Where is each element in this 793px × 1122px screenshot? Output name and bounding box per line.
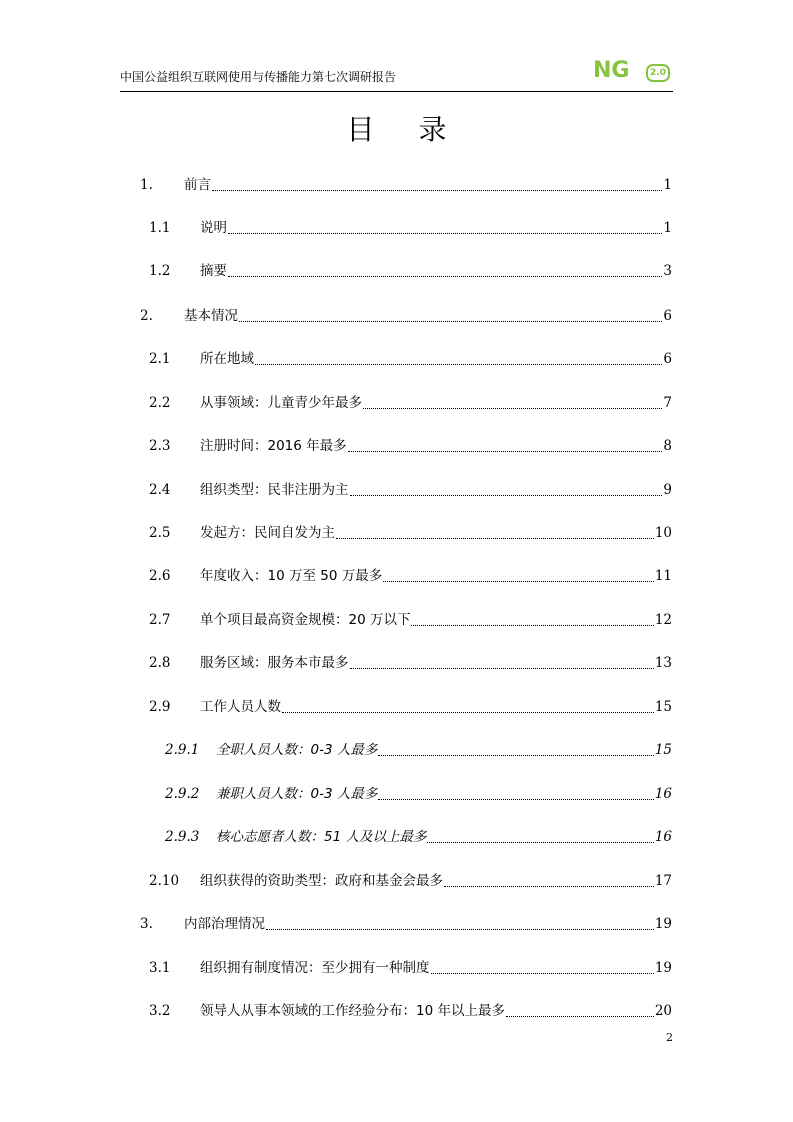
toc-entry-number: 1.1 (149, 220, 171, 236)
toc-entry-page: 3 (663, 263, 672, 279)
toc-entry[interactable] (0, 436, 793, 456)
toc-entry-number: 2.9.2 (165, 786, 200, 802)
toc-entry-number: 1. (140, 177, 153, 193)
toc-dot-leader (348, 451, 663, 452)
toc-entry-title: 领导人从事本领域的工作经验分布：10 年以上最多 (200, 1003, 505, 1019)
toc-entry[interactable] (0, 697, 793, 717)
toc-dot-leader (350, 668, 654, 669)
toc-entry-page: 8 (663, 438, 672, 454)
toc-dot-leader (383, 581, 654, 582)
toc-entry[interactable] (0, 958, 793, 978)
toc-entry-number: 3. (140, 916, 153, 932)
toc-entry-title: 组织拥有制度情况：至少拥有一种制度 (200, 960, 430, 976)
toc-entry-page: 15 (654, 742, 672, 758)
toc-entry-page: 11 (654, 568, 672, 584)
page-number: 2 (666, 1031, 673, 1044)
toc-entry-title: 基本情况 (184, 308, 238, 324)
toc-entry-page: 1 (663, 177, 672, 193)
toc-dot-leader (266, 929, 654, 930)
toc-entry-page: 6 (663, 308, 672, 324)
toc-entry-page: 17 (654, 873, 672, 889)
toc-entry-title: 发起方：民间自发为主 (200, 525, 335, 541)
toc-dot-leader (431, 973, 654, 974)
toc-entry[interactable] (0, 740, 793, 760)
toc-entry-title: 说明 (200, 220, 227, 236)
toc-dot-leader (282, 712, 654, 713)
toc-entry-number: 3.1 (149, 960, 171, 976)
toc-dot-leader (378, 755, 653, 756)
toc-entry[interactable] (0, 261, 793, 281)
toc-entry-title: 前言 (184, 177, 211, 193)
toc-entry-title: 核心志愿者人数：51 人及以上最多 (216, 829, 427, 845)
toc-entry[interactable] (0, 914, 793, 934)
toc-entry[interactable] (0, 610, 793, 630)
toc-dot-leader (378, 799, 653, 800)
toc-entry-title: 工作人员人数 (200, 699, 281, 715)
toc-entry[interactable] (0, 653, 793, 673)
toc-dot-leader (444, 886, 654, 887)
toc-entry-title: 内部治理情况 (184, 916, 265, 932)
toc-entry-number: 2.9.3 (165, 829, 200, 845)
toc-entry-number: 2.7 (149, 612, 171, 628)
toc-entry-page: 19 (654, 916, 672, 932)
toc-entry[interactable] (0, 566, 793, 586)
toc-dot-leader (411, 625, 653, 626)
toc-entry[interactable] (0, 393, 793, 413)
toc-entry-number: 2.5 (149, 525, 171, 541)
toc-entry-page: 9 (663, 482, 672, 498)
toc-entry-page: 19 (654, 960, 672, 976)
toc-entry-number: 1.2 (149, 263, 171, 279)
toc-dot-leader (239, 321, 662, 322)
report-title: 中国公益组织互联网使用与传播能力第七次调研报告 (120, 70, 397, 84)
toc-entry-title: 所在地域 (200, 351, 254, 367)
toc-entry[interactable] (0, 871, 793, 891)
toc-dot-leader (255, 364, 662, 365)
toc-entry-page: 13 (654, 655, 672, 671)
toc-entry-number: 3.2 (149, 1003, 171, 1019)
toc-entry[interactable] (0, 306, 793, 326)
toc-dot-leader (336, 538, 654, 539)
toc-entry-title: 组织获得的资助类型：政府和基金会最多 (200, 873, 443, 889)
toc-dot-leader (350, 495, 663, 496)
toc-entry-page: 16 (654, 786, 672, 802)
toc-entry-page: 6 (663, 351, 672, 367)
toc-entry-page: 7 (663, 395, 672, 411)
toc-entry-number: 2.4 (149, 482, 171, 498)
toc-entry[interactable] (0, 175, 793, 195)
toc-dot-leader (212, 190, 662, 191)
toc-dot-leader (363, 408, 662, 409)
toc-entry[interactable] (0, 784, 793, 804)
toc-entry-title: 单个项目最高资金规模：20 万以下 (200, 612, 411, 628)
toc-entry-number: 2.3 (149, 438, 171, 454)
logo-badge: 2.0 (646, 64, 670, 82)
toc-entry[interactable] (0, 523, 793, 543)
toc-entry-page: 10 (654, 525, 672, 541)
toc-heading-char-1: 目 (346, 113, 375, 146)
toc-entry-title: 摘要 (200, 263, 227, 279)
toc-entry-title: 全职人员人数：0-3 人最多 (216, 742, 378, 758)
logo-text: NG (593, 58, 630, 83)
toc-dot-leader (228, 233, 662, 234)
toc-entry-number: 2. (140, 308, 153, 324)
toc-entry[interactable] (0, 218, 793, 238)
toc-entry-title: 年度收入：10 万至 50 万最多 (200, 568, 383, 584)
toc-entry-page: 15 (654, 699, 672, 715)
toc-entry[interactable] (0, 349, 793, 369)
toc-entry-title: 注册时间：2016 年最多 (200, 438, 347, 454)
toc-entry-title: 组织类型：民非注册为主 (200, 482, 349, 498)
toc-entry-number: 2.9 (149, 699, 171, 715)
toc-entry-page: 12 (654, 612, 672, 628)
toc-entry[interactable] (0, 480, 793, 500)
toc-entry-number: 2.1 (149, 351, 171, 367)
toc-entry-number: 2.6 (149, 568, 171, 584)
toc-heading-char-2: 录 (418, 113, 447, 146)
toc-entry-number: 2.10 (149, 873, 180, 889)
toc-entry-title: 从事领域：儿童青少年最多 (200, 395, 362, 411)
toc-dot-leader (506, 1016, 654, 1017)
toc-entry-page: 1 (663, 220, 672, 236)
toc-entry-number: 2.8 (149, 655, 171, 671)
toc-entry[interactable] (0, 1001, 793, 1021)
toc-entry[interactable] (0, 827, 793, 847)
toc-dot-leader (228, 276, 662, 277)
toc-entry-title: 兼职人员人数：0-3 人最多 (216, 786, 378, 802)
toc-dot-leader (427, 842, 653, 843)
toc-entry-page: 16 (654, 829, 672, 845)
toc-entry-title: 服务区域：服务本市最多 (200, 655, 349, 671)
toc-entry-page: 20 (654, 1003, 672, 1019)
toc-entry-number: 2.9.1 (165, 742, 200, 758)
toc-entry-number: 2.2 (149, 395, 171, 411)
